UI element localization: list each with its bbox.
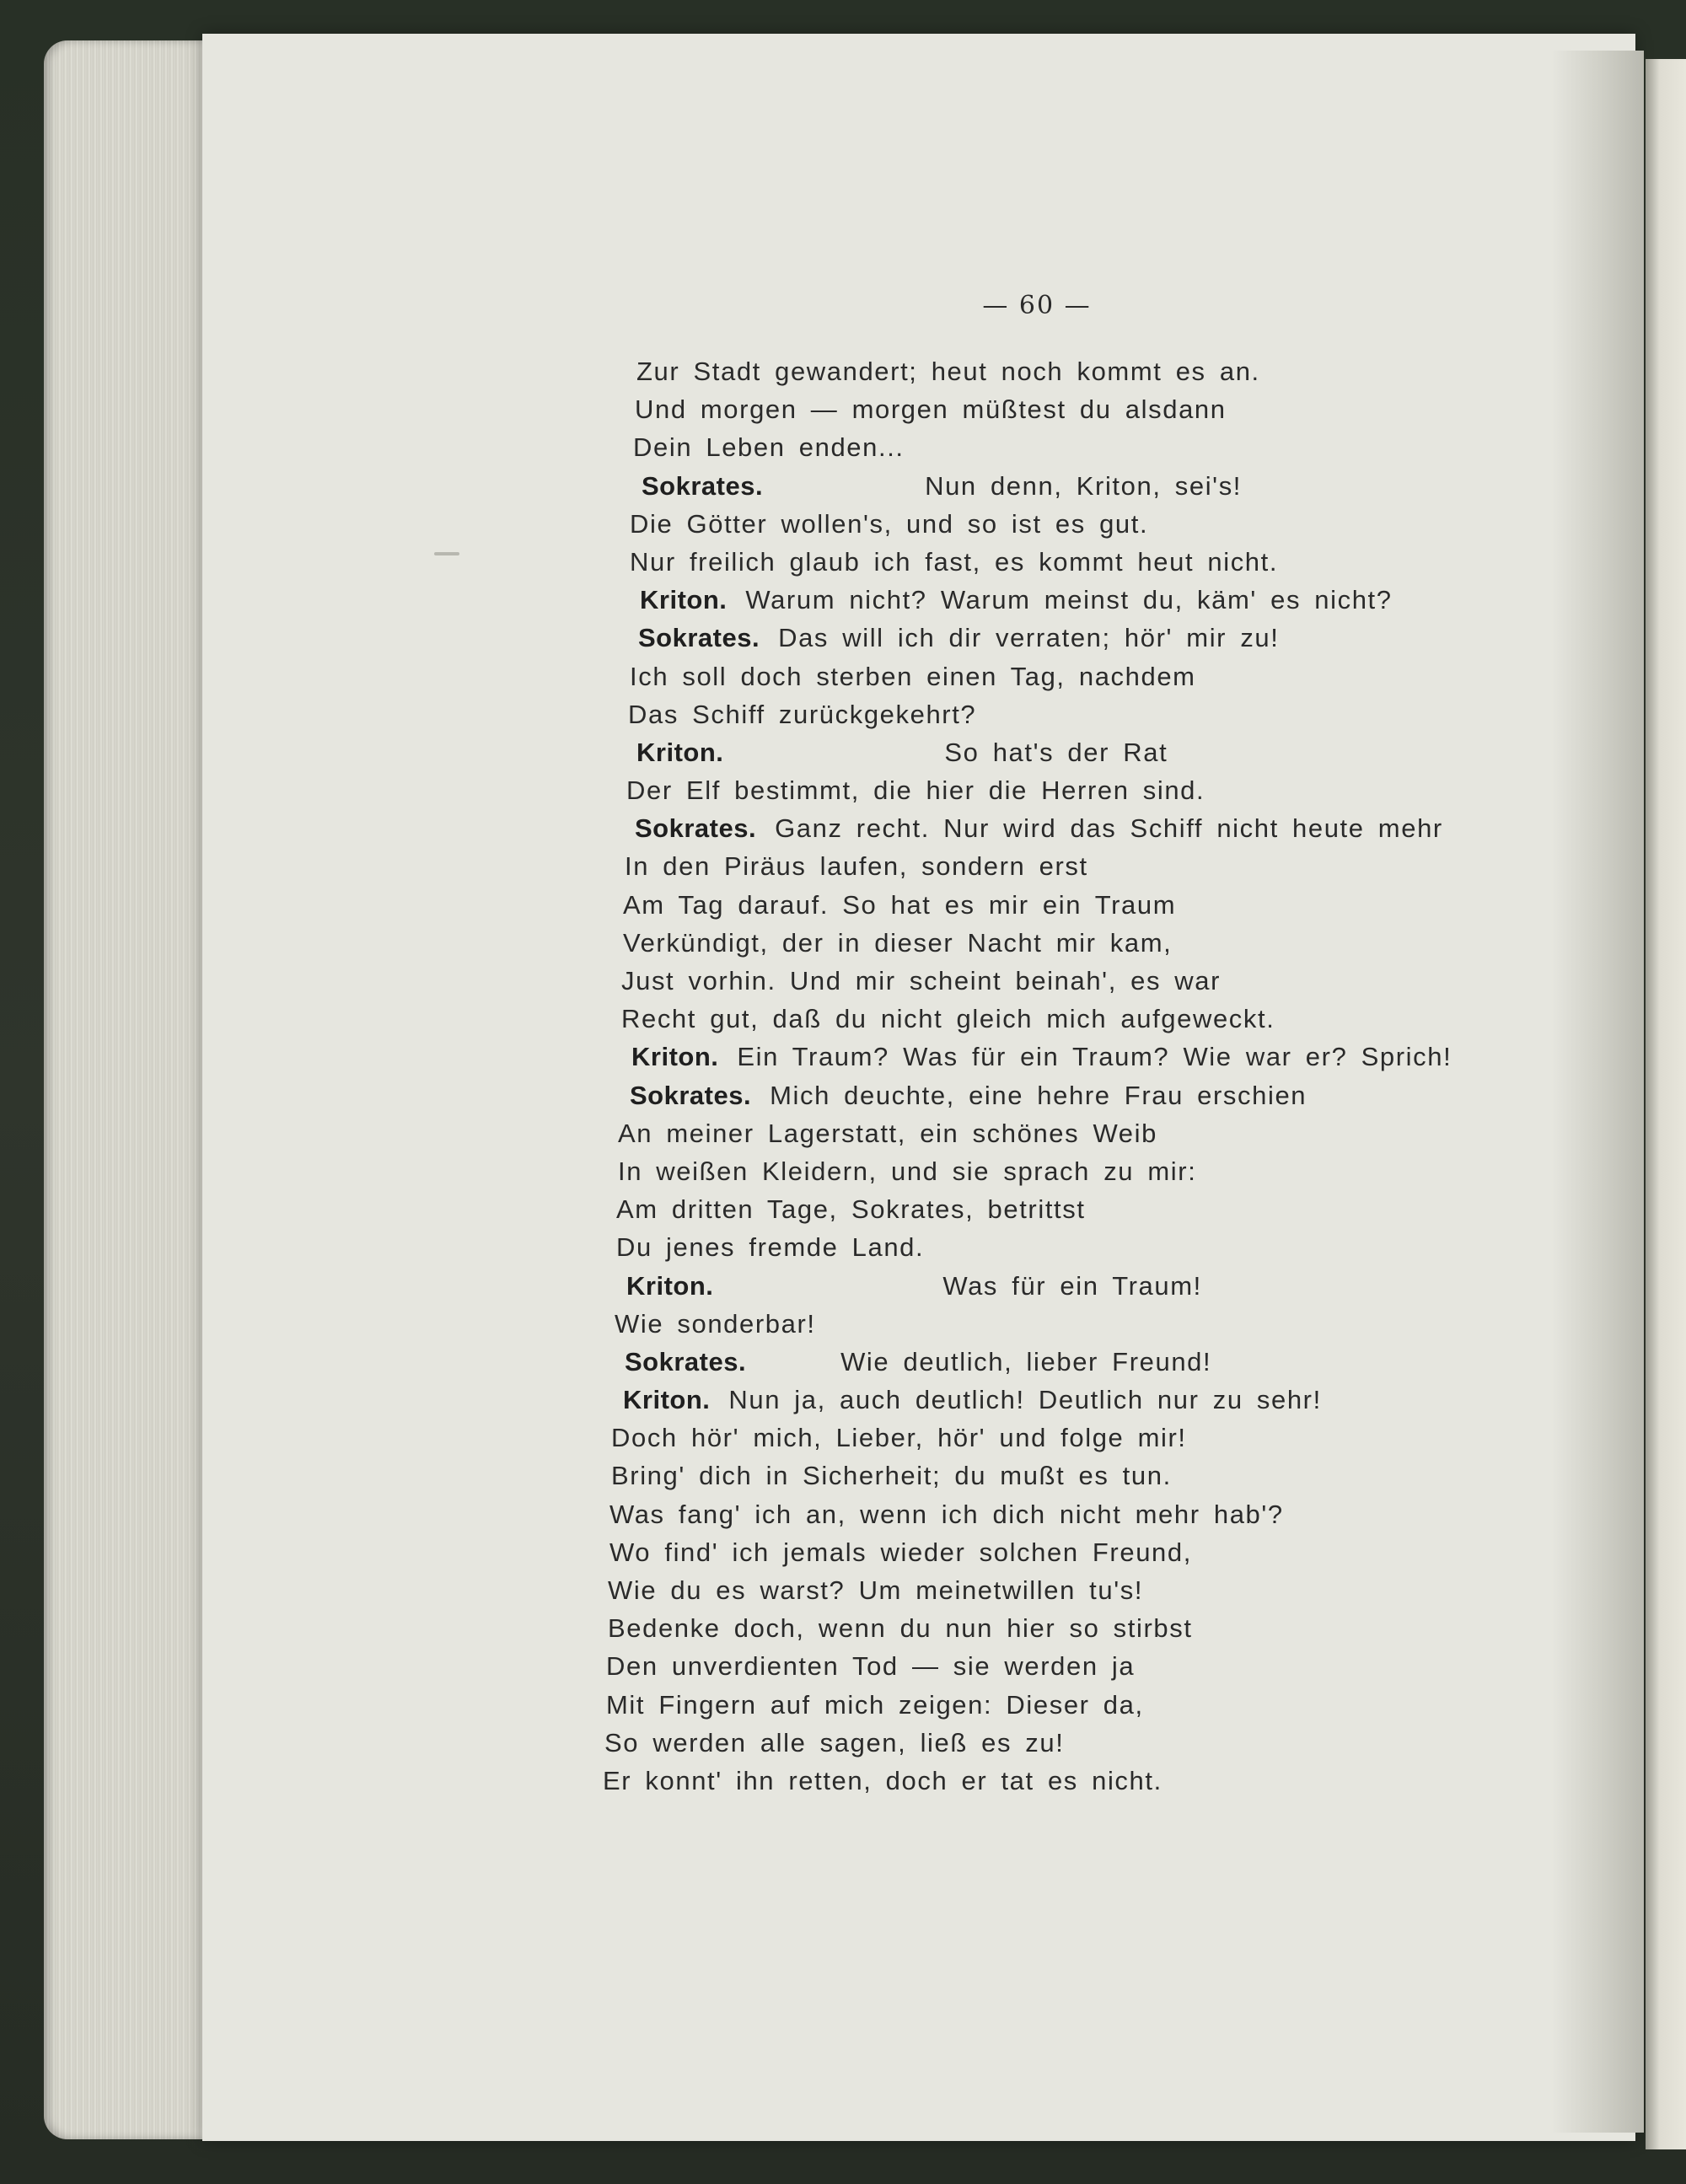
speaker-name: Kriton. bbox=[631, 1042, 719, 1072]
verse-line bbox=[594, 962, 1505, 1000]
verse-text: Warum nicht? Warum meinst du, käm' es nicht? bbox=[745, 585, 1393, 615]
speaker-name: Sokrates. bbox=[630, 1080, 752, 1110]
verse-text: Er konnt' ihn retten, doch er tat es nicht. bbox=[603, 1765, 1162, 1795]
verse-text: In weißen Kleidern, und sie sprach zu mir: bbox=[618, 1156, 1197, 1186]
verse-line bbox=[594, 1305, 1505, 1343]
verse-text: In den Piräus laufen, sondern erst bbox=[625, 851, 1088, 882]
speaker-name: Kriton. bbox=[626, 1270, 714, 1301]
verse-line bbox=[594, 809, 1505, 847]
facing-page-edge bbox=[1646, 59, 1686, 2149]
verse-text: An meiner Lagerstatt, ein schönes Weib bbox=[618, 1118, 1157, 1148]
verse-text: Am dritten Tage, Sokrates, betrittst bbox=[616, 1194, 1086, 1225]
verse-line bbox=[594, 1495, 1505, 1533]
verse-line bbox=[594, 924, 1505, 962]
verse-text: Nun denn, Kriton, sei's! bbox=[925, 470, 1243, 501]
verse-text-block bbox=[594, 352, 1505, 1800]
verse-line bbox=[594, 1038, 1505, 1076]
speaker-name: Sokrates. bbox=[638, 623, 760, 653]
verse-line bbox=[594, 1114, 1505, 1152]
verse-text: Das will ich dir verraten; hör' mir zu! bbox=[778, 623, 1280, 653]
verse-line bbox=[594, 1381, 1505, 1419]
book-page-edges bbox=[44, 40, 221, 2139]
verse-text: Recht gut, daß du nicht gleich mich aufgeweckt. bbox=[621, 1004, 1275, 1034]
verse-text: Und morgen — morgen müßtest du alsdann bbox=[635, 394, 1227, 425]
page-number: — 60 — bbox=[982, 291, 1092, 320]
verse-line bbox=[594, 1762, 1505, 1800]
verse-line bbox=[594, 886, 1505, 924]
verse-line bbox=[594, 428, 1505, 466]
verse-line bbox=[594, 1190, 1505, 1228]
verse-text: Was fang' ich an, wenn ich dich nicht mehr hab'? bbox=[609, 1499, 1284, 1529]
verse-line bbox=[594, 543, 1505, 581]
verse-line bbox=[594, 390, 1505, 428]
verse-text: Dein Leben enden... bbox=[633, 432, 905, 463]
verse-line bbox=[594, 1647, 1505, 1685]
verse-line bbox=[594, 1267, 1505, 1305]
verse-text: Die Götter wollen's, und so ist es gut. bbox=[630, 508, 1149, 539]
verse-text: Just vorhin. Und mir scheint beinah', es war bbox=[621, 966, 1222, 995]
speaker-name: Sokrates. bbox=[625, 1346, 747, 1376]
verse-text: Nur freilich glaub ich fast, es kommt heut nicht. bbox=[630, 546, 1279, 577]
verse-text: Ein Traum? Was für ein Traum? Wie war er? Sprich! bbox=[737, 1042, 1452, 1072]
speaker-name: Kriton. bbox=[623, 1385, 711, 1415]
page-gutter-shadow bbox=[1551, 51, 1644, 2133]
verse-text: Verkündigt, der in dieser Nacht mir kam, bbox=[623, 927, 1173, 958]
verse-line bbox=[594, 1000, 1505, 1038]
verse-text: Nun ja, auch deutlich! Deutlich nur zu sehr! bbox=[728, 1385, 1322, 1415]
verse-line bbox=[594, 1686, 1505, 1724]
verse-text: Wie sonderbar! bbox=[615, 1308, 816, 1339]
verse-text: Mich deuchte, eine hehre Frau erschien bbox=[770, 1080, 1307, 1110]
verse-line bbox=[594, 581, 1505, 619]
verse-line bbox=[594, 695, 1505, 733]
verse-text: Bedenke doch, wenn du nun hier so stirbst bbox=[608, 1613, 1193, 1644]
verse-line bbox=[594, 1533, 1505, 1571]
verse-line bbox=[594, 1228, 1505, 1266]
verse-line bbox=[594, 1152, 1505, 1190]
verse-line bbox=[594, 1724, 1505, 1762]
verse-line bbox=[594, 771, 1505, 809]
verse-line bbox=[594, 1343, 1505, 1381]
verse-text: Wie du es warst? Um meinetwillen tu's! bbox=[608, 1575, 1144, 1605]
verse-text: Den unverdienten Tod — sie werden ja bbox=[606, 1651, 1136, 1682]
verse-line bbox=[594, 1609, 1505, 1647]
verse-text: Bring' dich in Sicherheit; du mußt es tun. bbox=[611, 1461, 1172, 1491]
verse-text: Mit Fingern auf mich zeigen: Dieser da, bbox=[606, 1689, 1144, 1720]
verse-line bbox=[594, 619, 1505, 657]
verse-text: Du jenes fremde Land. bbox=[616, 1232, 925, 1263]
verse-text: So werden alle sagen, ließ es zu! bbox=[604, 1727, 1065, 1757]
verse-text: Ich soll doch sterben einen Tag, nachdem bbox=[630, 661, 1196, 691]
verse-line bbox=[594, 352, 1505, 390]
verse-text: Zur Stadt gewandert; heut noch kommt es an. bbox=[636, 357, 1260, 386]
verse-text: So hat's der Rat bbox=[944, 737, 1168, 767]
verse-line bbox=[594, 467, 1505, 505]
verse-text: Was für ein Traum! bbox=[942, 1270, 1202, 1301]
verse-line bbox=[594, 1419, 1505, 1457]
verse-line bbox=[594, 1457, 1505, 1494]
paper-speck bbox=[434, 552, 459, 555]
speaker-name: Kriton. bbox=[636, 737, 724, 767]
verse-line bbox=[594, 1076, 1505, 1114]
speaker-name: Kriton. bbox=[640, 585, 728, 615]
verse-line bbox=[594, 657, 1505, 695]
speaker-name: Sokrates. bbox=[642, 470, 764, 501]
verse-text: Wie deutlich, lieber Freund! bbox=[840, 1346, 1212, 1376]
speaker-name: Sokrates. bbox=[635, 813, 757, 844]
verse-text: Ganz recht. Nur wird das Schiff nicht heute mehr bbox=[775, 813, 1443, 844]
verse-text: Doch hör' mich, Lieber, hör' und folge mir! bbox=[611, 1423, 1187, 1453]
verse-line bbox=[594, 1571, 1505, 1609]
verse-line bbox=[594, 505, 1505, 543]
verse-text: Wo find' ich jemals wieder solchen Freund, bbox=[609, 1537, 1192, 1567]
verse-line bbox=[594, 733, 1505, 771]
verse-text: Der Elf bestimmt, die hier die Herren sind. bbox=[626, 775, 1205, 806]
verse-text: Am Tag darauf. So hat es mir ein Traum bbox=[623, 889, 1177, 920]
verse-text: Das Schiff zurückgekehrt? bbox=[628, 699, 977, 729]
verse-line bbox=[594, 847, 1505, 885]
